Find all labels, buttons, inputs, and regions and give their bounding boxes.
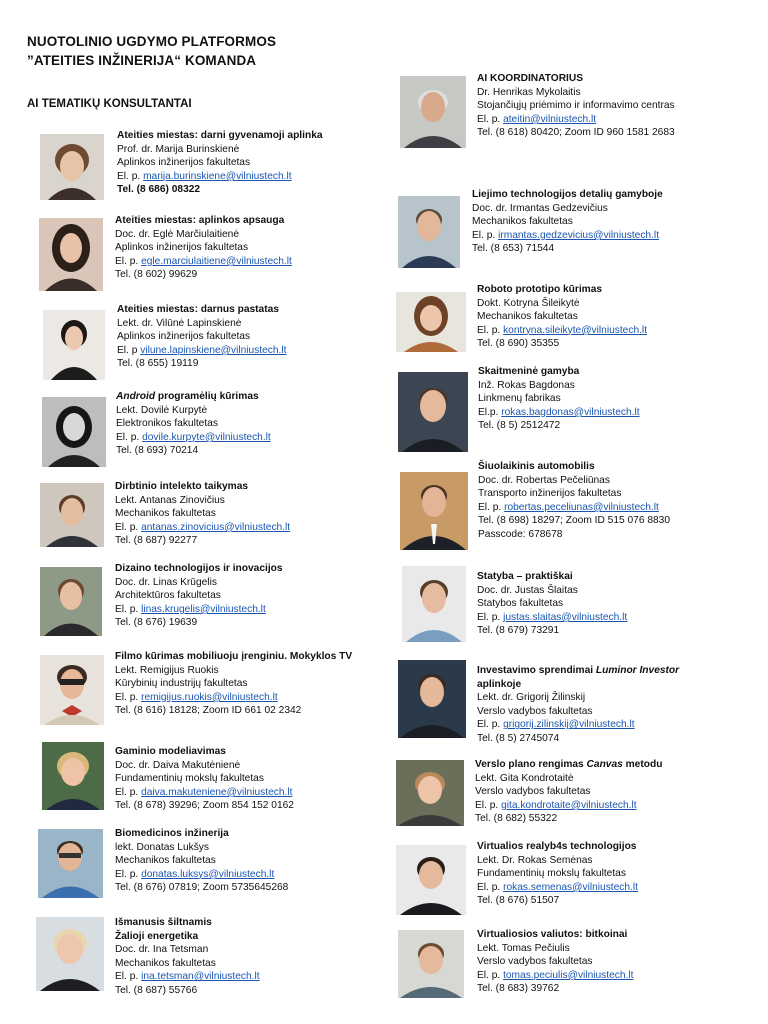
topic-label: Virtualiosios valiutos: bitkoinai	[477, 929, 628, 940]
email-prefix: El. p.	[115, 868, 139, 880]
topic-label: Verslo plano rengimas	[475, 759, 587, 770]
faculty: Elektronikos fakultetas	[116, 418, 218, 430]
faculty: Mechanikos fakultetas	[115, 508, 216, 520]
faculty: Aplinkos inžinerijos fakultetas	[117, 157, 251, 169]
page-title	[27, 32, 276, 70]
topic-italic: Luminor Investor	[595, 665, 680, 676]
topic-label: Ateities miestas: darni gyvenamoji aplinka	[117, 130, 323, 141]
faculty: Mechanikos fakultetas	[477, 311, 578, 323]
topic-label: Ateities miestas: aplinkos apsauga	[115, 215, 285, 226]
portrait-photo	[40, 655, 104, 725]
phone: Tel. (8 687) 55766	[115, 984, 198, 996]
phone: Tel. (8 655) 19119	[117, 358, 199, 370]
portrait-photo	[40, 567, 102, 636]
email-link[interactable]: egle.marciulaitiene@vilniustech.lt	[141, 255, 292, 267]
email-prefix: El. p.	[472, 229, 496, 241]
email-prefix: El.p.	[478, 406, 499, 418]
consultant-name: Lekt. dr. Grigorij Žilinskij	[477, 692, 586, 704]
faculty: Mechanikos fakultetas	[472, 216, 573, 228]
portrait-photo	[396, 845, 466, 915]
consultant-name: lekt. Donatas Lukšys	[115, 841, 209, 853]
consultant-name: Inž. Rokas Bagdonas	[478, 379, 575, 391]
consultant-name: Doc. dr. Daiva Makutėnienė	[115, 759, 241, 771]
portrait-photo	[398, 660, 466, 738]
consultant-name: Lekt. dr. Vilūnė Lapinskienė	[117, 317, 242, 329]
phone: Tel. (8 687) 92277	[115, 535, 198, 547]
phone: Tel. (8 616) 18128; Zoom ID 661 02 2342	[115, 705, 302, 717]
consultant-name: Lekt. Gita Kondrotaitė	[475, 772, 574, 784]
portrait-photo	[400, 76, 466, 148]
faculty: Statybos fakultetas	[477, 598, 564, 610]
faculty: Aplinkos inžinerijos fakultetas	[117, 331, 251, 343]
email-prefix: El. p.	[115, 691, 139, 703]
topic-label: Filmo kūrimas mobiliuoju įrenginiu. Mokyklos TV	[115, 651, 353, 662]
faculty: Verslo vadybos fakultetas	[477, 705, 593, 717]
consultant-name: Lekt. Dr. Rokas Semėnas	[477, 854, 593, 866]
portrait-photo	[36, 917, 104, 991]
topic-label: Virtualios realyb4s technologijos	[477, 841, 637, 852]
faculty: Verslo vadybos fakultetas	[475, 786, 591, 798]
phone: Tel. (8 676) 07819; Zoom 5735645268	[115, 882, 289, 894]
consultant-name: Doc. dr. Irmantas Gedzevičius	[472, 202, 608, 214]
faculty: Kūrybinių industrijų fakultetas	[115, 678, 248, 690]
email-link[interactable]: robertas.peceliunas@vilniustech.lt	[504, 501, 659, 513]
email-link[interactable]: ina.tetsman@vilniustech.lt	[141, 971, 260, 983]
topic-label: Roboto prototipo kūrimas	[477, 284, 603, 295]
portrait-photo	[43, 310, 105, 380]
consultant-name: Lekt. Remigijus Ruokis	[115, 664, 219, 676]
email-prefix: El. p.	[477, 611, 501, 623]
faculty: Stojančiųjų priėmimo ir informavimo centras	[477, 100, 675, 112]
consultant-name: Doc. dr. Ina Tetsman	[115, 944, 209, 956]
phone: Tel. (8 602) 99629	[115, 269, 198, 281]
phone: Tel. (8 676) 19639	[115, 617, 198, 629]
phone: Tel. (8 682) 55322	[475, 813, 558, 825]
email-prefix: El. p.	[477, 881, 501, 893]
email-link[interactable]: vilune.lapinskiene@vilniustech.lt	[140, 344, 287, 356]
email-link[interactable]: irmantas.gedzevicius@vilniustech.lt	[498, 229, 660, 241]
email-link[interactable]: donatas.luksys@vilniustech.lt	[141, 868, 275, 880]
portrait-photo	[40, 483, 104, 547]
topic-label-2: Žalioji energetika	[115, 930, 199, 942]
email-link[interactable]: ateitin@vilniustech.lt	[503, 113, 597, 125]
faculty: Aplinkos inžinerijos fakultetas	[115, 242, 249, 254]
topic-label: Šiuolaikinis automobilis	[478, 461, 595, 472]
consultant-name: Lekt. Antanas Zinovičius	[115, 494, 225, 506]
portrait-photo	[400, 472, 468, 550]
consultant-name: Dr. Henrikas Mykolaitis	[477, 86, 581, 98]
phone: Tel. (8 686) 08322	[117, 184, 201, 196]
topic-label: Ateities miestas: darnus pastatas	[117, 304, 279, 315]
phone: Tel. (8 698) 18297; Zoom ID 515 076 8830	[478, 515, 670, 527]
topic-label-end: metodu	[622, 759, 663, 770]
faculty: Mechanikos fakultetas	[115, 957, 216, 969]
phone: Tel. (8 676) 51507	[477, 895, 560, 907]
email-link[interactable]: antanas.zinovicius@vilniustech.lt	[141, 521, 291, 533]
phone: Tel. (8 683) 39762	[477, 983, 560, 995]
email-prefix: El. p.	[115, 786, 139, 798]
consultant-name: Lekt. Dovilė Kurpytė	[116, 404, 208, 416]
faculty: Mechanikos fakultetas	[115, 855, 216, 867]
topic-label: Dirbtinio intelekto taikymas	[115, 481, 249, 492]
email-link[interactable]: linas.krugelis@vilniustech.lt	[141, 603, 266, 615]
consultant-name: Doc. dr. Justas Šlaitas	[477, 584, 578, 596]
faculty: Linkmenų fabrikas	[478, 393, 561, 405]
portrait-photo	[38, 829, 103, 898]
phone: Tel. (8 678) 39296; Zoom 854 152 0162	[115, 800, 294, 812]
portrait-photo	[42, 397, 106, 467]
portrait-photo	[402, 566, 466, 642]
topic-italic: Android	[116, 391, 156, 402]
email-link[interactable]: marija.burinskiene@vilniustech.lt	[143, 170, 292, 182]
faculty: Transporto inžinerijos fakultetas	[478, 488, 622, 500]
topic-label: Išmanusis šiltnamis	[115, 917, 212, 928]
email-prefix: El. p.	[115, 255, 139, 267]
phone: Tel. (8 618) 80420; Zoom ID 960 1581 2683	[477, 127, 675, 139]
email-link[interactable]: rokas.semenas@vilniustech.lt	[503, 881, 638, 893]
phone: Tel. (8 5) 2512472	[478, 420, 561, 432]
portrait-photo	[42, 742, 104, 810]
portrait-photo	[398, 196, 460, 268]
portrait-photo	[396, 292, 466, 352]
email-prefix: El. p.	[475, 799, 499, 811]
email-link[interactable]: remigijus.ruokis@vilniustech.lt	[141, 691, 278, 703]
consultant-name: Doc. dr. Linas Krūgelis	[115, 576, 217, 588]
email-link[interactable]: gita.kondrotaite@vilniustech.lt	[501, 799, 637, 811]
email-prefix: El. p.	[477, 719, 501, 731]
phone: Tel. (8 5) 2745074	[477, 732, 560, 744]
topic-label: Biomedicinos inžinerija	[115, 828, 229, 839]
topic-label: Liejimo technologijos detalių gamyboje	[472, 189, 663, 200]
email-prefix: El. p.	[477, 113, 501, 125]
phone: Tel. (8 693) 70214	[116, 445, 199, 457]
passcode: Passcode: 678678	[478, 528, 563, 540]
email-prefix: El. p.	[117, 170, 141, 182]
topic-label: Dizaino technologijos ir inovacijos	[115, 563, 283, 574]
portrait-photo	[396, 760, 464, 826]
phone: Tel. (8 679) 73291	[477, 625, 560, 637]
email-prefix: El. p	[117, 344, 138, 356]
faculty: Architektūros fakultetas	[115, 590, 221, 602]
topic-label: Skaitmeninė gamyba	[478, 366, 580, 377]
topic-label: Gaminio modeliavimas	[115, 746, 226, 757]
title-line-1: NUOTOLINIO UGDYMO PLATFORMOS	[27, 34, 277, 49]
email-link[interactable]: daiva.makuteniene@vilniustech.lt	[141, 786, 293, 798]
consultant-name: Dokt. Kotryna Šileikytė	[477, 297, 580, 309]
portrait-photo	[398, 372, 468, 452]
phone: Tel. (8 690) 35355	[477, 338, 560, 350]
email-prefix: El. p.	[115, 603, 139, 615]
email-prefix: El. p.	[115, 971, 139, 983]
faculty: Fundamentinių mokslų fakultetas	[477, 868, 626, 880]
section-heading: AI TEMATIKŲ KONSULTANTAI	[27, 98, 192, 110]
portrait-photo	[398, 930, 464, 998]
consultant-name: Doc. dr. Robertas Pečeliūnas	[478, 474, 610, 486]
topic-italic: Canvas	[586, 759, 623, 770]
email-link[interactable]: rokas.bagdonas@vilniustech.lt	[501, 406, 640, 418]
email-link[interactable]: dovile.kurpyte@vilniustech.lt	[142, 431, 271, 443]
topic-label: AI KOORDINATORIUS	[477, 73, 584, 84]
consultant-name: Lekt. Tomas Pečiulis	[477, 942, 570, 954]
title-line-2: ”ATEITIES INŽINERIJA“ KOMANDA	[27, 53, 257, 68]
email-link[interactable]: justas.slaitas@vilniustech.lt	[503, 611, 628, 623]
email-prefix: El. p.	[116, 431, 140, 443]
faculty: Fundamentinių mokslų fakultetas	[115, 773, 264, 785]
portrait-photo	[39, 218, 103, 291]
email-prefix: El. p.	[477, 324, 501, 336]
topic-label-2: aplinkoje	[477, 678, 522, 690]
consultant-name: Doc. dr. Eglė Marčiulaitienė	[115, 228, 240, 240]
topic-label: programėlių kūrimas	[155, 391, 259, 402]
email-prefix: El. p.	[478, 501, 502, 513]
portrait-photo	[40, 134, 104, 200]
email-link[interactable]: tomas.peciulis@vilniustech.lt	[503, 969, 634, 981]
faculty: Verslo vadybos fakultetas	[477, 956, 593, 968]
phone: Tel. (8 653) 71544	[472, 243, 555, 255]
topic-label: Statyba – praktiškai	[477, 571, 573, 582]
email-prefix: El. p.	[477, 969, 501, 981]
email-link[interactable]: grigorij.zilinskij@vilniustech.lt	[503, 719, 635, 731]
email-link[interactable]: kontryna.sileikyte@vilniustech.lt	[503, 324, 648, 336]
topic-label: Investavimo sprendimai	[477, 665, 596, 676]
email-prefix: El. p.	[115, 521, 139, 533]
consultant-name: Prof. dr. Marija Burinskienė	[117, 143, 240, 155]
